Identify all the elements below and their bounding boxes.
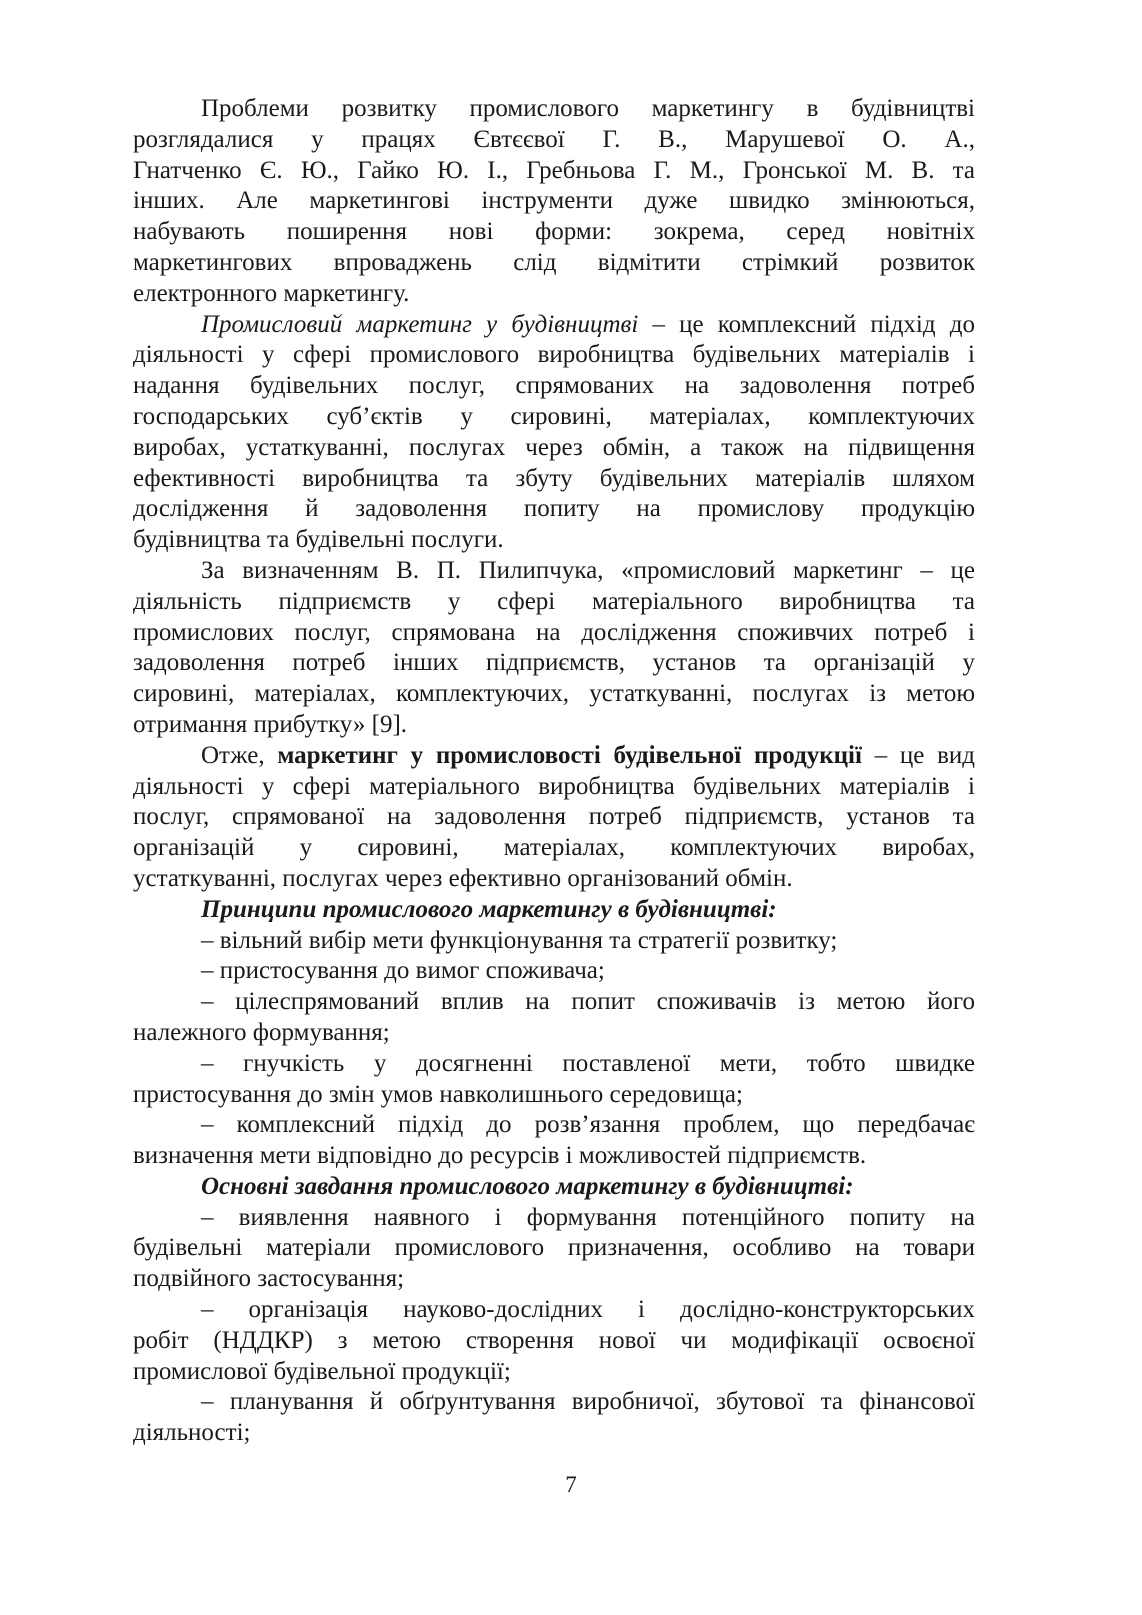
text-line: пристосування до змін умов навколишнього середовища; [133,1080,743,1108]
text-line: послуг, спрямованої на задоволення потреб підприємств, установ та [133,803,975,831]
text-line: електронного маркетингу. [133,279,410,307]
text-line: діяльності у сфері промислового виробництва будівельних матеріалів і [133,341,975,369]
text-line: діяльність підприємств у сфері матеріального виробництва та [133,587,975,615]
paragraph [133,556,975,741]
text-span: – це комплексний підхід до [638,310,975,338]
text-line: – цілеспрямований вплив на попит споживачів із метою його [201,988,975,1016]
text-line: За визначенням В. П. Пилипчука, «промисловий маркетинг – це [201,556,975,584]
section-heading: Основні завдання промислового маркетингу в будівництві: [201,1172,854,1200]
text-line: промислових послуг, спрямована на дослідження споживчих потреб і [133,618,975,646]
text-line [133,895,975,926]
text-line: господарських суб’єктів у сировині, матеріалах, комплектуючих [133,402,975,430]
paragraph [133,310,975,556]
page-number: 7 [565,1472,577,1497]
paragraph [133,895,975,926]
emphasized-term: маркетинг у промисловості будівельної продукції [277,741,862,769]
text-line: інших. Але маркетингові інструменти дуже швидко змінюються, [133,187,975,215]
text-line: визначення мети відповідно до ресурсів і можливостей підприємств. [133,1142,867,1170]
text-line: промислової будівельної продукції; [133,1357,511,1385]
text-line: надання будівельних послуг, спрямованих на задоволення потреб [133,372,975,400]
text-line: – комплексний підхід до розв’язання проблем, що передбачає [201,1111,975,1139]
text-line: Гнатченко Є. Ю., Гайко Ю. І., Гребньова Г. М., Гронської М. В. та [133,156,975,184]
paragraph [133,1110,975,1172]
text-line: Проблеми розвитку промислового маркетингу в будівництві [201,95,975,122]
paragraph [133,94,975,310]
text-line: робіт (НДДКР) з метою створення нової чи модифікації освоєної [133,1326,975,1354]
text-line [133,741,975,772]
text-line: маркетингових впроваджень слід відмітити стрімкий розвиток [133,248,975,276]
text-line: сировині, матеріалах, комплектуючих, устаткуванні, послугах із метою [133,680,975,708]
text-line: дослідження й задоволення попиту на промислову продукцію [133,495,975,523]
text-line: будівництва та будівельні послуги. [133,526,504,554]
text-line: – гнучкість у досягненні поставленої мети, тобто швидке [201,1049,975,1077]
text-line: організацій у сировині, матеріалах, комплектуючих виробах, [133,834,975,862]
text-line: задоволення потреб інших підприємств, установ та організацій у [133,649,975,677]
paragraph [133,1172,975,1203]
text-line: – організація науково-дослідних і дослідно-конструкторських [201,1296,975,1324]
section-heading: Принципи промислового маркетингу в будівництві: [201,895,777,923]
text-line: виробах, устаткуванні, послугах через обмін, а також на підвищення [133,433,975,461]
document-body [133,94,975,1449]
paragraph [133,956,975,987]
emphasized-term: Промисловий маркетинг у будівництві [201,310,639,338]
text-line: належного формування; [133,1018,390,1046]
text-span: – це вид [861,741,975,769]
paragraph [133,1387,975,1449]
text-line: – виявлення наявного і формування потенційного попиту на [201,1203,975,1231]
text-line: устаткуванні, послугах через ефективно організований обмін. [133,864,793,892]
text-line: – планування й обґрунтування виробничої, збутової та фінансової [201,1388,975,1416]
text-line: подвійного застосування; [133,1265,405,1293]
paragraph [133,1049,975,1111]
text-line: будівельні матеріали промислового призначення, особливо на товари [133,1234,975,1262]
paragraph [133,1295,975,1387]
paragraph [133,1203,975,1295]
text-line: діяльності у сфері матеріального виробництва будівельних матеріалів і [133,772,975,800]
text-line: – пристосування до вимог споживача; [201,957,605,985]
text-line: – вільний вибір мети функціонування та стратегії розвитку; [201,926,838,954]
text-line [133,1172,975,1203]
text-line: розглядалися у працях Євтєєвої Г. В., Марушевої О. А., [133,125,975,153]
text-line: діяльності; [133,1419,251,1447]
paragraph [133,741,975,895]
paragraph [133,926,975,957]
text-line: ефективності виробництва та збуту будівельних матеріалів шляхом [133,464,975,492]
text-line: отримання прибутку» [9]. [133,710,408,738]
text-span: Отже, [201,741,278,769]
text-line: набувають поширення нові форми: зокрема, серед новітніх [133,218,975,246]
paragraph [133,987,975,1049]
text-line [133,310,975,341]
